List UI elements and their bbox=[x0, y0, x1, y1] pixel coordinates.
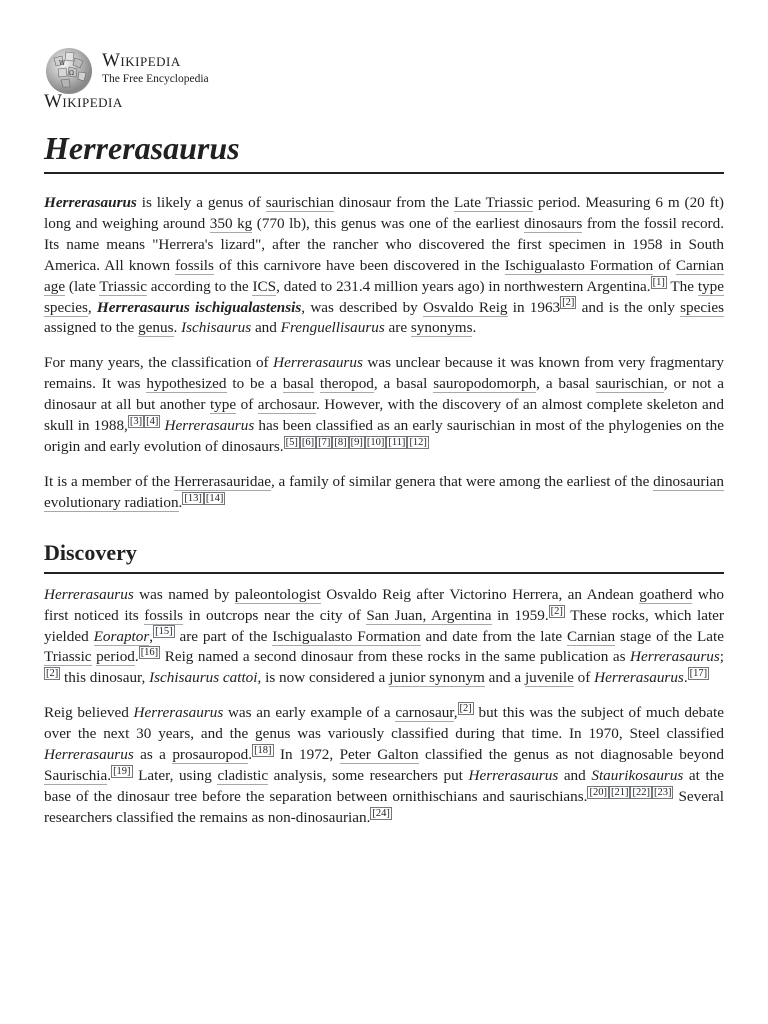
section-divider bbox=[44, 572, 724, 575]
wordmark[interactable] bbox=[102, 50, 181, 72]
wordmark-text: Wikipedia bbox=[102, 50, 181, 71]
link-osvaldo-reig[interactable]: Osvaldo Reig bbox=[422, 298, 508, 316]
discovery-paragraph-1: Herrerasaurus was named by paleontologist Osvaldo Reig after Victorino Herrera, an Andean goatherd who first noticed its fossils in outcrops near the city of San Juan, Argentina in 1959. [2] These rocks, which later yielded Eoraptor, [15] are part of the Ischigualasto Formation and date from the late Carnian stage of the Late Triassic period. [16] Reig named a second dinosaur from these rocks in the same publication as Herrerasaurus;[2] this dinosaur, Ischisaurus cattoi, is now considered a junior synonym and a juvenile of Herrerasaurus. [17] bbox=[44, 585, 725, 687]
svg-text:W: W bbox=[59, 60, 66, 67]
citation[interactable]: [5] [6] [7] [8] [9] [10] [11] [12] bbox=[285, 436, 427, 448]
svg-text:Ω: Ω bbox=[69, 70, 74, 77]
link-archosaur[interactable]: archosaur bbox=[257, 396, 316, 414]
site-header bbox=[44, 46, 344, 116]
page-title: Herrerasaurus bbox=[44, 130, 240, 166]
citation[interactable]: [16] bbox=[140, 647, 159, 659]
intro-paragraph-1: Herrerasaurus is likely a genus of saurischian dinosaur from the Late Triassic period. Measuring 6 m (20 ft) long and weighing around 350 kg (770 lb), this genus was one of the earliest dinosaurs from the fossil record. Its name means "Herrera's lizard", after the rancher who discovered the first specimen in 1958 in South America. All known fossils of this carnivore have been discovered in the Ischigualasto Formation of Carnian age (late Triassic according to the ICS, dated to 231.4 million years ago) in northwestern Argentina. [1] The type species, Herrerasaurus ischigualastensis, was described by Osvaldo Reig in 1963 [2] and is the only species assigned to the genus. Ischisaurus and Frenguellisaurus are synonyms. bbox=[44, 194, 724, 337]
citation[interactable]: [2] bbox=[562, 297, 575, 309]
intro-paragraph-3: It is a member of the Herrerasauridae, a family of similar genera that were among the earliest of the dinosaurian evolutionary radiation. [13] [14] bbox=[44, 472, 724, 511]
link-sauropodomorph[interactable]: sauropodomorph bbox=[433, 375, 537, 393]
link-prosauropod[interactable]: prosauropod bbox=[172, 746, 249, 764]
link-synonyms[interactable]: synonyms bbox=[410, 319, 473, 337]
citation[interactable]: [2] bbox=[46, 668, 59, 680]
link-ischigualasto-formation[interactable]: Ischigualasto Formation bbox=[504, 256, 654, 274]
link-fossils[interactable]: fossils bbox=[175, 256, 214, 274]
link-saurischian[interactable]: saurischian bbox=[265, 194, 335, 211]
link-paleontologist[interactable]: paleontologist bbox=[234, 585, 321, 603]
article-body bbox=[44, 193, 724, 843]
wikipedia-globe-icon[interactable] bbox=[44, 46, 94, 96]
link-350-kg[interactable]: 350 kg bbox=[209, 214, 253, 232]
link-herrerasauridae[interactable]: Herrerasauridae bbox=[173, 472, 271, 490]
link-species[interactable]: species bbox=[680, 298, 724, 316]
discovery-paragraph-2: Reig believed Herrerasaurus was an early example of a carnosaur, [2] but this was the subject of much debate over the next 30 years, and the genus was variously classified during that time. In 1970, Steel classified Herrerasaurus as a prosauropod. [18] In 1972, Peter Galton classified the genus as not diagnosable beyond Saurischia. [19] Later, using cladistic analysis, some researchers put Herrerasaurus and Staurikosaurus at the base of the dinosaur tree before the separation between ornithischians and saurischians. [20] [21] [22] [23] Several researchers classified the remains as non-dinosaurian. [24] bbox=[44, 703, 725, 826]
intro-paragraph-2: For many years, the classification of Herrerasaurus was unclear because it was known from very fragmentary remains. It was hypothesized to be a basal theropod, a basal sauropodomorph, a basal saurischian, or not a dinosaur at all but another type of archosaur. However, with the discovery of an almost complete skeleton and skull in 1988, [3] [4] Herrerasaurus has been classified as an early saurischian in most of the phylogenies on the origin and early evolution of dinosaurs. [5] [6] [7] [8] [9] [10] [11] [12] bbox=[44, 354, 725, 455]
link-carnian-2[interactable]: Carnian bbox=[567, 627, 616, 645]
citation[interactable]: [20] [21] [22] [23] bbox=[589, 786, 672, 798]
link-type[interactable]: type bbox=[209, 396, 237, 414]
tagline: The Free Encyclopedia bbox=[102, 73, 209, 85]
link-ics[interactable]: ICS bbox=[252, 277, 277, 295]
citation[interactable]: [13] [14] bbox=[184, 492, 224, 504]
link-type-species[interactable]: type species bbox=[44, 277, 724, 316]
citation[interactable]: [17] bbox=[689, 668, 708, 680]
citation[interactable]: [3] [4] bbox=[129, 416, 159, 427]
link-dinosaurs[interactable]: dinosaurs bbox=[524, 214, 583, 232]
link-carnosaur[interactable]: carnosaur bbox=[395, 704, 454, 722]
link-peter-galton[interactable]: Peter Galton bbox=[339, 746, 419, 764]
link-ischigualasto-formation-2[interactable]: Ischigualasto Formation bbox=[272, 627, 421, 645]
link-carnian[interactable]: Carnian bbox=[675, 256, 724, 274]
link-junior-synonym[interactable]: junior synonym bbox=[389, 669, 485, 687]
wordmark-secondary[interactable] bbox=[44, 91, 123, 113]
link-triassic[interactable]: Triassic bbox=[99, 277, 147, 295]
citation[interactable]: [15] bbox=[155, 626, 173, 638]
section-heading-discovery: Discovery bbox=[44, 539, 137, 565]
title-divider bbox=[44, 172, 724, 174]
link-triassic-2[interactable]: Triassic bbox=[44, 648, 92, 666]
citation[interactable]: [18] bbox=[254, 744, 272, 756]
link-eoraptor[interactable]: Eoraptor bbox=[93, 627, 150, 645]
link-dinosaurian[interactable]: dinosaurian bbox=[653, 472, 724, 490]
link-juvenile[interactable]: juvenile bbox=[524, 669, 574, 687]
citation[interactable]: [2] bbox=[459, 703, 472, 715]
link-late-triassic[interactable]: Late Triassic bbox=[453, 194, 534, 211]
link-theropod[interactable]: theropod bbox=[319, 375, 374, 393]
link-fossils-2[interactable]: fossils bbox=[144, 606, 184, 624]
link-goatherd[interactable]: goatherd bbox=[639, 585, 693, 603]
link-saurischian-2[interactable]: saurischian bbox=[595, 375, 664, 393]
citation[interactable]: [19] bbox=[113, 765, 131, 777]
citation[interactable]: [2] bbox=[550, 605, 563, 617]
link-hypothesized[interactable]: hypothesized bbox=[146, 375, 227, 393]
citation[interactable]: [24] bbox=[372, 807, 390, 819]
link-age[interactable]: age bbox=[44, 277, 66, 295]
link-basal[interactable]: basal bbox=[282, 375, 315, 393]
citation[interactable]: [1] bbox=[652, 276, 665, 288]
link-san-juan-argentina[interactable]: San Juan, Argentina bbox=[366, 606, 492, 624]
link-genus[interactable]: genus bbox=[138, 319, 174, 337]
link-cladistic[interactable]: cladistic bbox=[217, 766, 269, 784]
link-evolutionary-radiation[interactable]: evolutionary radiation bbox=[44, 493, 179, 511]
link-period[interactable]: period bbox=[96, 648, 135, 666]
link-saurischia[interactable]: Saurischia bbox=[44, 766, 108, 784]
wordmark-secondary-text: Wikipedia bbox=[44, 91, 123, 112]
